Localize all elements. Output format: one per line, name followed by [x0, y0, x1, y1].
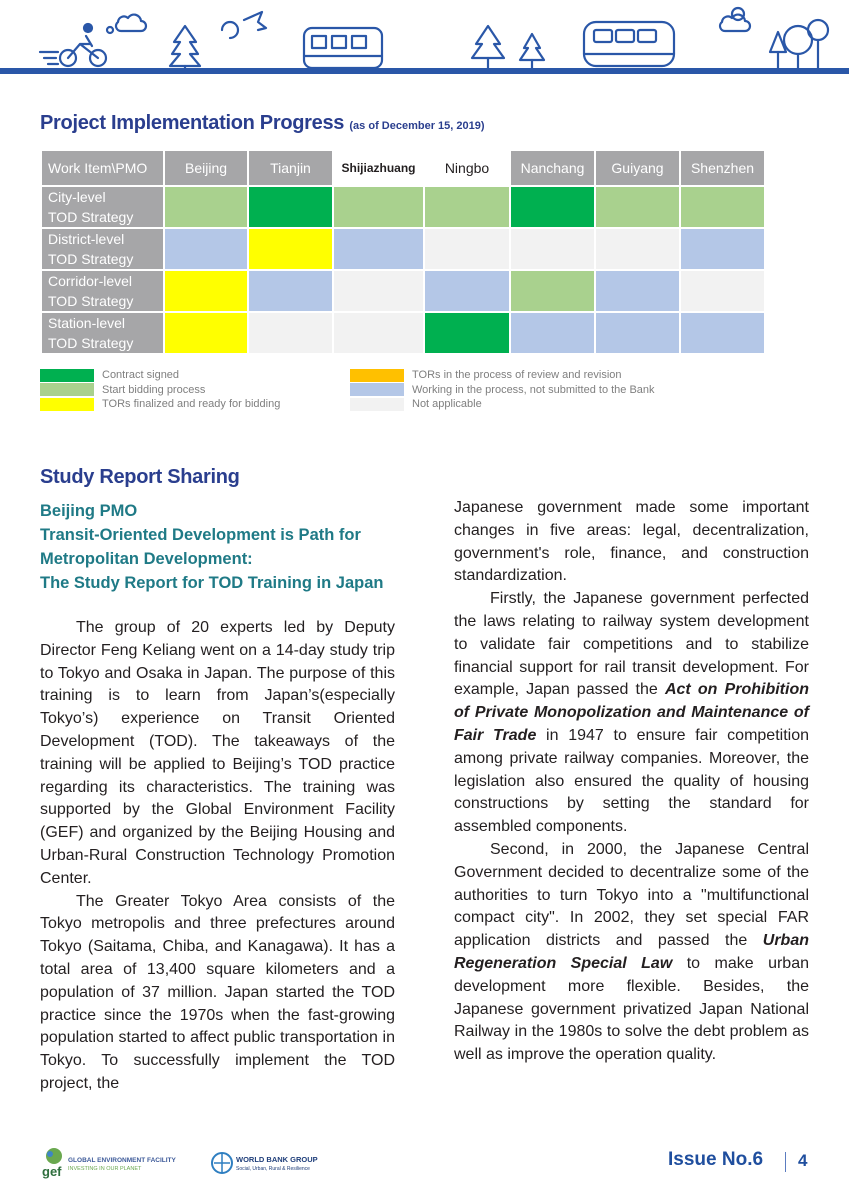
row-label-line: TOD Strategy — [48, 209, 134, 225]
gef-short: gef — [42, 1164, 62, 1179]
row-label — [41, 270, 164, 312]
progress-table — [40, 149, 766, 355]
bus-icon — [304, 28, 382, 68]
status-cell — [680, 312, 765, 354]
status-cell — [248, 270, 333, 312]
status-cell — [164, 312, 248, 354]
status-cell — [510, 186, 595, 228]
legend-label: TORs in the process of review and revision — [412, 369, 622, 382]
status-cell — [164, 186, 248, 228]
status-cell — [333, 270, 424, 312]
row-label-line: TOD Strategy — [48, 251, 134, 267]
status-cell — [510, 270, 595, 312]
legend-swatch — [40, 383, 94, 396]
status-cell — [424, 186, 510, 228]
table-row — [41, 186, 765, 228]
legend-label: Not applicable — [412, 398, 482, 411]
legend-label: Working in the process, not submitted to the Bank — [412, 383, 655, 396]
law-title: Urban Regeneration Special Law — [454, 932, 809, 972]
law-title: Act on Prohibition of Private Monopolization and Maintenance of Fair Trade — [454, 681, 809, 744]
row-label-line: Corridor-level — [48, 273, 133, 289]
world-bank-logo-graphic — [210, 1150, 340, 1176]
row-label — [41, 312, 164, 354]
paragraph-text: Second, in 2000, the Japanese Central Government decided to decentralize some of the authorities to turn Tokyo into a "multifunctional compact city". In 2002, they set special FAR application districts and passed the — [454, 840, 809, 950]
row-label-line: City-level — [48, 189, 106, 205]
paragraph-text: in 1947 to ensure fair competition among private railway companies. Moreover, the legislation also ensured the quality of housing constructions by setting the standard for assembled components. — [454, 726, 809, 836]
legend-left — [40, 368, 280, 412]
column-header: Shijiazhuang — [333, 150, 424, 186]
row-label — [41, 228, 164, 270]
row-label-line: TOD Strategy — [48, 293, 134, 309]
legend-swatch — [40, 398, 94, 411]
paragraph — [454, 588, 809, 839]
page-number: 4 — [798, 1151, 808, 1170]
airplane-icon — [222, 12, 266, 38]
legend-label: Contract signed — [102, 369, 180, 382]
legend-swatch — [40, 369, 94, 382]
table-header-row — [41, 150, 765, 186]
row-label-line: District-level — [48, 231, 125, 247]
legend-item — [40, 397, 280, 412]
status-cell — [333, 312, 424, 354]
paragraph-text: to make urban development more flexible. Besides, the Japanese government privatized Japan National Railway in the 1980s to solve the debt problem as well as improve the operation quality. — [454, 954, 809, 1064]
banner-strip — [0, 68, 849, 74]
table-body — [41, 186, 765, 354]
world-bank-logo — [210, 1150, 340, 1181]
issue-number: Issue No.6 — [668, 1149, 764, 1170]
wb-tagline: Social, Urban, Rural & Resilience — [236, 1166, 310, 1172]
table-row — [41, 312, 765, 354]
status-cell — [595, 270, 680, 312]
gef-name: GLOBAL ENVIRONMENT FACILITY — [68, 1157, 176, 1164]
legend-item — [350, 383, 655, 398]
article-title-line3: The Study Report for TOD Training in Japan — [40, 574, 384, 592]
legend-item — [350, 397, 655, 412]
paragraph: Japanese government made some important changes in five areas: legal, decentralization, government's role, finance, and construction standardization. — [454, 499, 809, 585]
status-cell — [424, 312, 510, 354]
table-row — [41, 228, 765, 270]
transport-illustration — [0, 0, 849, 74]
legend-label: Start bidding process — [102, 383, 206, 396]
legend-label: TORs finalized and ready for bidding — [102, 398, 281, 411]
status-cell — [595, 228, 680, 270]
status-cell — [333, 186, 424, 228]
status-cell — [680, 270, 765, 312]
paragraph-text: Firstly, the Japanese government perfected the laws relating to railway system development to validate fair competitions and to stabilize financial support for rail transit development. For example, Japan passed the — [454, 590, 809, 699]
legend-swatch — [350, 383, 404, 396]
legend-swatch — [350, 398, 404, 411]
article-column-right — [454, 497, 809, 1067]
gef-tagline: INVESTING IN OUR PLANET — [68, 1166, 142, 1172]
article-title-line2: Metropolitan Development: — [40, 550, 253, 568]
header-banner — [0, 0, 849, 74]
progress-title-text: Project Implementation Progress — [40, 112, 345, 134]
table-corner-header: Work Item\PMO — [41, 150, 164, 186]
study-heading: Study Report Sharing — [40, 466, 240, 488]
pmo-name: Beijing PMO — [40, 502, 138, 520]
article-title-line1: Transit-Oriented Development is Path for — [40, 526, 361, 544]
status-cell — [595, 186, 680, 228]
status-cell — [248, 186, 333, 228]
legend-swatch — [350, 369, 404, 382]
cloud-icon — [107, 15, 146, 33]
table-row — [41, 270, 765, 312]
train-icon — [584, 22, 674, 66]
row-label-line: TOD Strategy — [48, 335, 134, 351]
sun-cloud-icon — [720, 8, 750, 31]
column-header: Shenzhen — [680, 150, 765, 186]
article-column-left — [40, 617, 395, 1096]
legend-right — [350, 368, 655, 412]
gef-logo — [40, 1146, 200, 1185]
round-trees-icon — [770, 20, 828, 70]
column-header: Ningbo — [424, 150, 510, 186]
row-label-line: Station-level — [48, 315, 126, 331]
column-header: Tianjin — [248, 150, 333, 186]
legend-item — [40, 383, 280, 398]
column-header: Guiyang — [595, 150, 680, 186]
status-cell — [164, 270, 248, 312]
status-cell — [164, 228, 248, 270]
status-cell — [510, 312, 595, 354]
tree-icon — [170, 26, 200, 72]
status-cell — [510, 228, 595, 270]
status-cell — [680, 186, 765, 228]
trees-icon — [472, 26, 544, 70]
status-cell — [680, 228, 765, 270]
status-cell — [424, 228, 510, 270]
status-cell — [248, 228, 333, 270]
progress-title — [40, 112, 485, 135]
cyclist-icon — [40, 24, 106, 66]
status-cell — [333, 228, 424, 270]
paragraph — [454, 839, 809, 1067]
row-label — [41, 186, 164, 228]
gef-logo-graphic — [40, 1146, 200, 1180]
status-cell — [424, 270, 510, 312]
status-cell — [248, 312, 333, 354]
legend-item — [40, 368, 280, 383]
wb-name: WORLD BANK GROUP — [236, 1155, 318, 1164]
legend-item — [350, 368, 655, 383]
paragraph: The group of 20 experts led by Deputy Director Feng Keliang went on a 14-day study trip to Tokyo and Osaka in Japan. The purpose of this training is to learn from Japan’s(especially Tokyo’s) experience on Transit Oriented Development (TOD). The takeaways of the training will be applied to Beijing’s TOD practice regarding its characteristics. The training was supported by the Global Environment Facility (GEF) and organized by the Beijing Housing and Urban-Rural Construction Technology Promotion Center. — [40, 619, 395, 887]
progress-title-note: (as of December 15, 2019) — [349, 120, 485, 132]
footer-separator — [785, 1152, 786, 1172]
column-header: Beijing — [164, 150, 248, 186]
paragraph: The Greater Tokyo Area consists of the Tokyo metropolis and three prefectures around Tokyo (Saitama, Chiba, and Kanagawa). It has a total area of 13,400 square kilometers and a population of 37 million. Japan started the TOD practice since the 1970s when the fast-growing population started to affect public transportation in Tokyo. To successfully implement the TOD project, the — [40, 892, 395, 1092]
column-header: Nanchang — [510, 150, 595, 186]
status-cell — [595, 312, 680, 354]
